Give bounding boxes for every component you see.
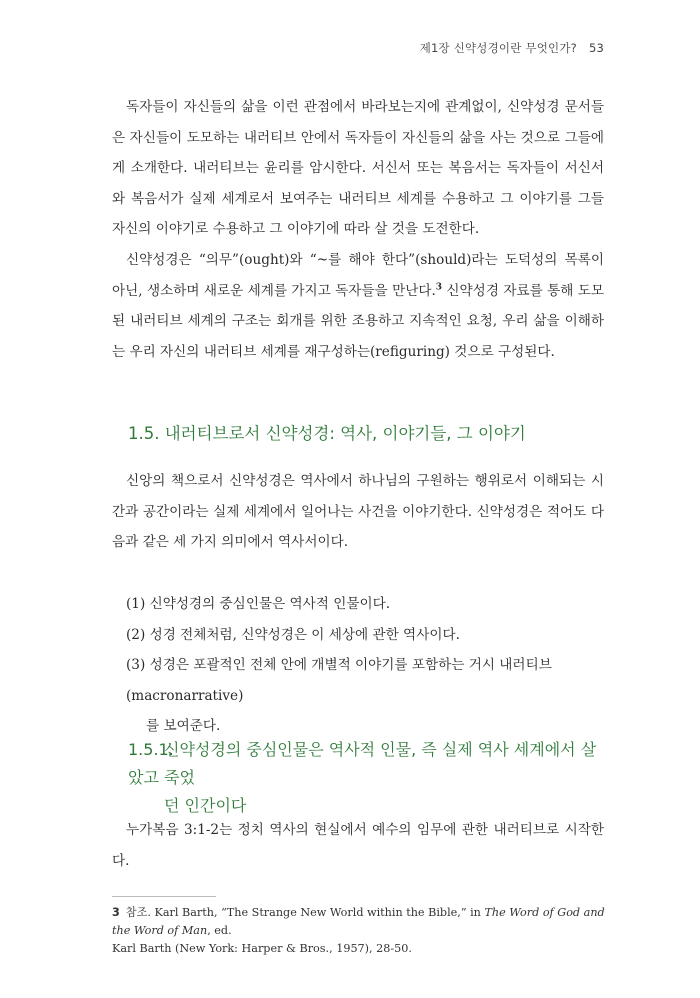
- paragraph-2-part-2: 신약성경 자료를 통해 도모된 내러티브 세계의 구조는 회개를 위한 조용하고 지속적인 요청, 우리 삶을 이해하는 우리 자신의 내러티브 세계를 재구성하는(refiguring) 것으로 구성된다.: [112, 282, 604, 360]
- running-head: [420, 40, 604, 56]
- footnote-3: [112, 904, 608, 958]
- paragraph-3: 신앙의 책으로서 신약성경은 역사에서 하나님의 구원하는 행위로서 이해되는 시간과 공간이라는 실제 세계에서 일어나는 사건을 이야기한다. 신약성경은 적어도 다음과 같은 세 가지 의미에서 역사서이다.: [112, 473, 604, 550]
- footnote-divider: [112, 896, 216, 897]
- paragraph-4: 누가복음 3:1-2는 정치 역사의 현실에서 예수의 임무에 관한 내러티브로 시작한다.: [112, 822, 604, 869]
- list-item: (3) 성경은 포괄적인 전체 안에 개별적 이야기를 포함하는 거시 내러티브(macronarrative) 를 보여준다.: [126, 657, 552, 734]
- footnote-after-title: , ed.: [207, 924, 232, 937]
- paragraph-2-part-1: 신약성경은 “의무”(ought)와 “~를 해야 한다”(should)라는 도덕성의 목록이 아닌, 생소하며 새로운 세계를 가지고 독자들을 만난다.: [112, 252, 604, 299]
- subsection-number: 1.5.1.: [128, 740, 174, 759]
- subsection-heading-1-5-1: [128, 736, 608, 820]
- footnote-lead: 참조. Karl Barth, “The Strange New World within the Bible,” in: [125, 906, 485, 919]
- section-heading-1-5: 1.5. 내러티브로서 신약성경: 역사, 이야기들, 그 이야기: [128, 424, 526, 443]
- paragraph-2: [112, 245, 604, 367]
- footnote-book-title: The Word of God and the Word of Man: [112, 906, 605, 937]
- footnote-number: 3: [112, 906, 120, 919]
- list-item: (1) 신약성경의 중심인물은 역사적 인물이다.: [126, 596, 391, 612]
- footnote-line-2: Karl Barth (New York: Harper & Bros., 1957), 28-50.: [112, 942, 412, 955]
- subsection-title-line-1: 신약성경의 중심인물은 역사적 인물, 즉 실제 역사 세계에서 살았고 죽었: [128, 740, 597, 787]
- list-item: (2) 성경 전체처럼, 신약성경은 이 세상에 관한 역사이다.: [126, 626, 460, 643]
- subsection-title-line-2: 던 인간이다: [164, 796, 247, 815]
- history-senses-list: [126, 589, 606, 742]
- page-number: 53: [588, 41, 604, 55]
- chapter-title: 제1장 신약성경이란 무엇인가?: [419, 41, 577, 55]
- paragraph-1: 독자들이 자신들의 삶을 이런 관점에서 바라보는지에 관계없이, 신약성경 문서들은 자신들이 도모하는 내러티브 안에서 독자들이 자신들의 삶을 사는 것으로 그들에게 소개한다. 내러티브는 윤리를 암시한다. 서신서 또는 복음서는 독자들이 서신서와 복음서가 실제 세계로서 보여주는 내러티브 세계를 수용하고 그 이야기를 그들 자신의 이야기로 수용하고 그 이야기에 따라 살 것을 도전한다.: [112, 99, 604, 237]
- footnote-reference-3[interactable]: 3: [435, 281, 443, 292]
